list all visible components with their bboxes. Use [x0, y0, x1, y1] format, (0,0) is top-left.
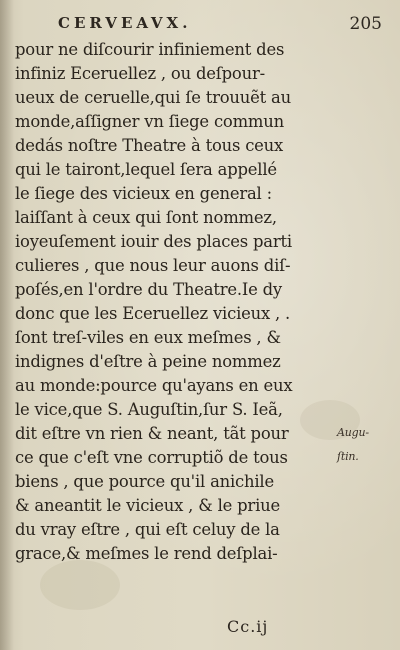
text-line: [15, 398, 375, 422]
text-line: [15, 374, 375, 398]
text-line-content: du vray eſtre , qui eſt celuy de la: [15, 520, 280, 539]
text-line: [15, 422, 375, 446]
body-text: [15, 38, 375, 566]
text-line: [15, 158, 375, 182]
text-line: [15, 38, 375, 62]
text-line-content: infiniz Eceruellez , ou deſpour-: [15, 64, 265, 83]
text-line: [15, 278, 375, 302]
text-line-content: ueux de ceruelle,qui ſe trouuẽt au: [15, 88, 291, 107]
text-line-content: dedás noſtre Theatre à tous ceux: [15, 136, 284, 155]
text-line-content: le vice,que S. Auguſtin,ſur S. Ieã,: [15, 400, 283, 419]
text-line-content: pour ne diſcourir infiniement des: [15, 40, 285, 59]
text-line-content: qui le tairont,lequel ſera appellé: [15, 160, 277, 179]
signature-mark: Cc.ij: [227, 617, 269, 636]
margin-note: Augu-: [337, 426, 369, 439]
text-line: [15, 110, 375, 134]
text-line: [15, 182, 375, 206]
text-line-content: monde,aſſigner vn ſiege commun: [15, 112, 284, 131]
text-line: [15, 254, 375, 278]
text-line-content: donc que les Eceruellez vicieux , .: [15, 304, 291, 323]
text-line-content: indignes d'eſtre à peine nommez: [15, 352, 281, 371]
text-line-content: ioyeuſement iouir des places parti: [15, 232, 292, 251]
text-line-content: & aneantit le vicieux , & le priue: [15, 496, 280, 515]
text-line-content: dit eſtre vn rien & neant, tãt pour: [15, 424, 289, 443]
text-line-content: biens , que pource qu'il anichile: [15, 472, 274, 491]
text-line-content: poſés,en l'ordre du Theatre.Ie dy: [15, 280, 282, 299]
text-line: [15, 326, 375, 350]
text-line-content: ce que c'eſt vne corruptiõ de tous: [15, 448, 288, 467]
text-line: [15, 446, 375, 470]
text-line-content: culieres , que nous leur auons diſ-: [15, 256, 291, 275]
text-line-content: le ſiege des vicieux en general :: [15, 184, 272, 203]
text-line-content: laiſſant à ceux qui ſont nommez,: [15, 208, 277, 227]
text-line: [15, 134, 375, 158]
text-line-content: ſont treſ-viles en eux meſmes , &: [15, 328, 281, 347]
text-line: [15, 86, 375, 110]
text-line: [15, 206, 375, 230]
text-line: [15, 230, 375, 254]
text-line: [15, 518, 375, 542]
text-line: [15, 350, 375, 374]
text-line: [15, 494, 375, 518]
running-head: CERVEAVX.: [58, 14, 192, 32]
page-number: 205: [349, 14, 382, 34]
paper-stain: [40, 560, 120, 610]
text-line: [15, 62, 375, 86]
text-line: [15, 470, 375, 494]
text-line: [15, 542, 375, 566]
margin-note: ſtin.: [337, 450, 359, 463]
text-line-content: au monde:pource qu'ayans en eux: [15, 376, 293, 395]
text-line-content: grace,& meſmes le rend deſplai-: [15, 544, 278, 563]
text-line: [15, 302, 375, 326]
page-header: [30, 14, 382, 38]
page-gutter-shadow: [0, 0, 14, 650]
